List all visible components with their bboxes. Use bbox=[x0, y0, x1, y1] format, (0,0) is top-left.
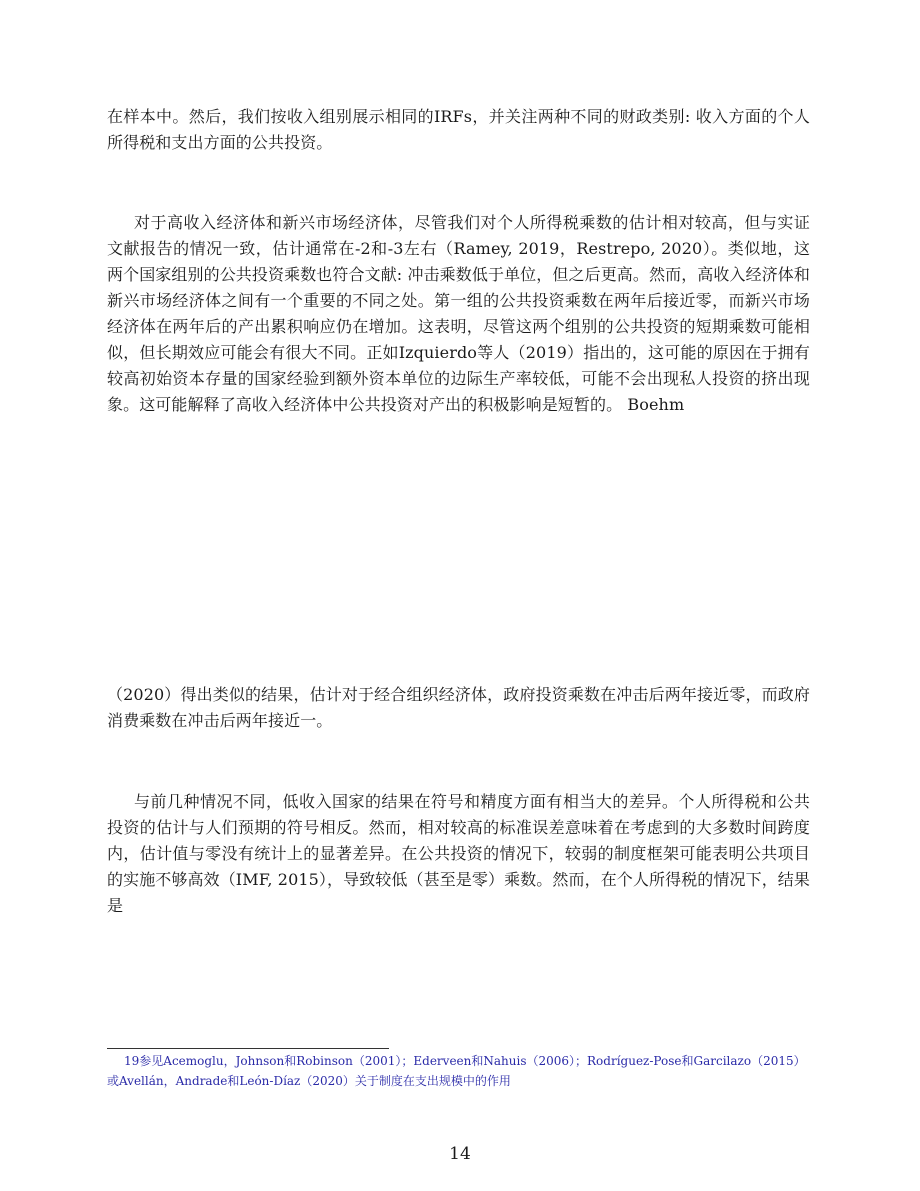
paragraph-continuation-1: 在样本中。然后，我们按收入组别展示相同的IRFs，并关注两种不同的财政类别: 收入方面的个人所得税和支出方面的公共投资。 bbox=[107, 107, 810, 152]
footnote-text: 参见Acemoglu，Johnson和Robinson（2001）；Ederveen和Nahuis（2006）；Rodríguez-Pose和Garcilazo（2015）或Avellán，Andrade和León-Díaz（2020）关于制度在支出规模中的作用 bbox=[107, 1054, 806, 1088]
page-number: 14 bbox=[449, 1144, 471, 1164]
footnote bbox=[107, 1051, 812, 1091]
paragraph-low-income: 与前几种情况不同，低收入国家的结果在符号和精度方面有相当大的差异。个人所得税和公共投资的估计与人们预期的符号相反。然而，相对较高的标准误差意味着在考虑到的大多数时间跨度内，估计值与零没有统计上的显著差异。在公共投资的情况下，较弱的制度框架可能表明公共项目的实施不够高效（IMF, 2015），导致较低（甚至是零）乘数。然而，在个人所得税的情况下，结果是 bbox=[107, 792, 811, 915]
footnote-divider bbox=[107, 1048, 389, 1049]
footnote-number: 19 bbox=[124, 1054, 140, 1068]
paragraph-high-income-emerging: 对于高收入经济体和新兴市场经济体，尽管我们对个人所得税乘数的估计相对较高，但与实证文献报告的情况一致，估计通常在-2和-3左右（Ramey, 2019，Restrepo, 2020）。类似地，这两个国家组别的公共投资乘数也符合文献: 冲击乘数低于单位，但之后更高。然而，高收入经济体和新兴市场经济体之间有一个重要的不同之处。第一组的公共投资乘数在两年后接近零，而新兴市场经济体在两年后的产出累积响应仍在增加。这表明，尽管这两个组别的公共投资的短期乘数可能相似，但长期效应可能会有很大不同。正如Izquierdo等人（2019）指出的，这可能的原因在于拥有较高初始资本存量的国家经验到额外资本单位的边际生产率较低，可能不会出现私人投资的挤出现象。这可能解释了高收入经济体中公共投资对产出的积极影响是短暂的。 Boehm bbox=[107, 213, 810, 414]
paragraph-continuation-boehm: （2020）得出类似的结果，估计对于经合组织经济体，政府投资乘数在冲击后两年接近零，而政府消费乘数在冲击后两年接近一。 bbox=[107, 685, 810, 730]
